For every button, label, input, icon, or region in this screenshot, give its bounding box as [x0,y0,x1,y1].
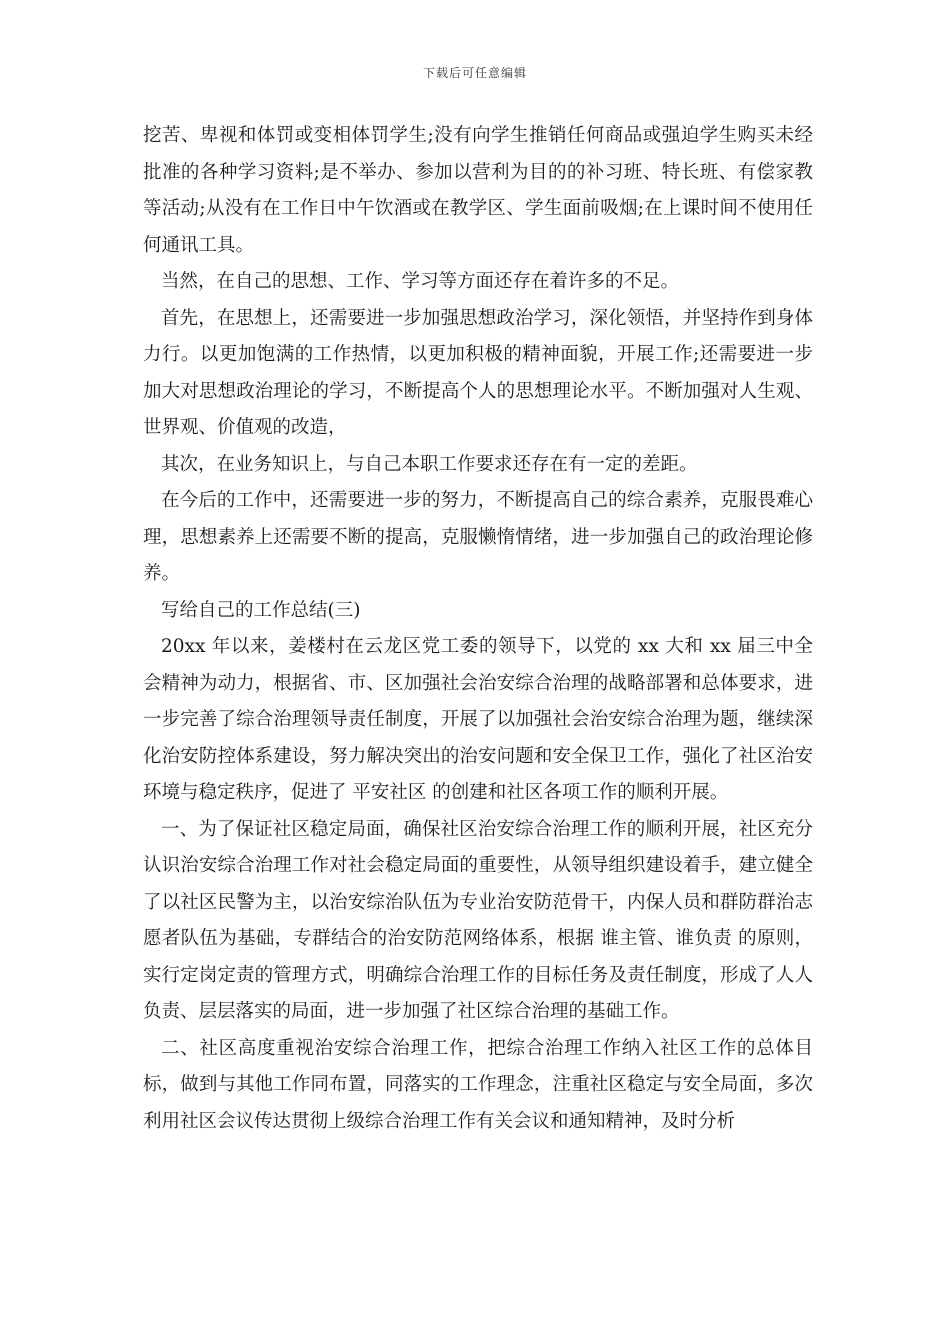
page-header: 下载后可任意编辑 [422,66,527,80]
paragraph-3: 首先，在思想上，还需要进一步加强思想政治学习，深化领悟，并坚持作到身体力行。以更加饱满的工作热情，以更加积极的精神面貌，开展工作;还需要进一步加大对思想政治理论的学习，不断提高个人的思想理论水平。不断加强对人生观、世界观、价值观的改造， [143,307,813,438]
paragraph-8: 一、为了保证社区稳定局面，确保社区治安综合治理工作的顺利开展，社区充分认识治安综合治理工作对社会稳定局面的重要性，从领导组织建设着手，建立健全了以社区民警为主，以治安综治队伍为专业治安防范骨干，内保人员和群防群治志愿者队伍为基础，专群结合的治安防范网络体系，根据 谁主管、谁负责 的原则，实行定岗定责的管理方式，明确综合治理工作的目标任务及责任制度，形成了人人负责、层层落实的局面，进一步加强了社区综合治理的基础工作。 [143,818,813,1022]
paragraph-5: 在今后的工作中，还需要进一步的努力，不断提高自己的综合素养，克服畏难心理，思想素养上还需要不断的提高，克服懒惰情绪，进一步加强自己的政治理论修养。 [143,490,813,584]
paragraph-4: 其次，在业务知识上，与自己本职工作要求还存在有一定的差距。 [161,453,698,475]
paragraph-9: 二、社区高度重视治安综合治理工作，把综合治理工作纳入社区工作的总体目标，做到与其他工作同布置，同落实的工作理念，注重社区稳定与安全局面，多次利用社区会议传达贯彻上级综合治理工作有关会议和通知精神，及时分析 [143,1037,813,1132]
paragraph-1: 挖苦、卑视和体罚或变相体罚学生;没有向学生推销任何商品或强迫学生购买未经批准的各种学习资料;是不举办、参加以营利为目的的补习班、特长班、有偿家教等活动;从没有在工作日中午饮酒或在教学区、学生面前吸烟;在上课时间不使用任何通讯工具。 [143,125,813,256]
paragraph-2: 当然，在自己的思想、工作、学习等方面还存在着许多的不足。 [161,271,680,292]
paragraph-7: 20xx 年以来，姜楼村在云龙区党工委的领导下，以党的 xx 大和 xx 届三中全会精神为动力，根据省、市、区加强社会治安综合治理的战略部署和总体要求，进一步完善了综合治理领导责任制度，开展了以加强社会治安综合治理为题，继续深化治安防控体系建设，努力解决突出的治安问题和安全保卫工作，强化了社区治安环境与稳定秩序，促进了 平安社区 的创建和社区各项工作的顺利开展。 [143,636,813,803]
document-body [143,118,813,1140]
section-heading: 写给自己的工作总结(三) [161,599,361,621]
